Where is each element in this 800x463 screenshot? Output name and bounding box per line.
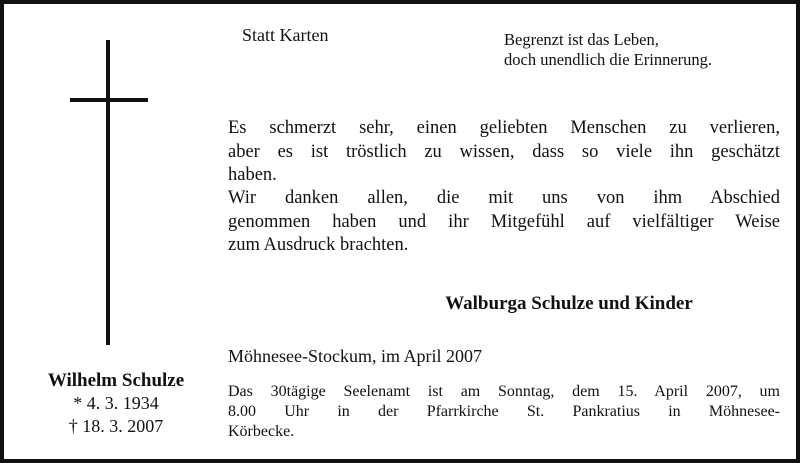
service-line: Körbecke. <box>228 423 295 440</box>
family-signature: Walburga Schulze und Kinder <box>445 293 693 314</box>
paragraph-line: zum Ausdruck brachten. <box>228 235 409 255</box>
gratitude-paragraph-1 <box>228 117 780 188</box>
paragraph-line: Wir danken allen, die mit uns von ihm Abschied <box>228 188 780 208</box>
paragraph-line: genommen haben und ihr Mitgefühl auf vielfältiger Weise <box>228 211 780 232</box>
memorial-service-notice <box>228 382 780 442</box>
birth-date: 4. 3. 1934 <box>86 393 159 413</box>
paragraph-line: Es schmerzt sehr, einen geliebten Menschen zu verlieren, <box>228 118 780 138</box>
motto <box>504 30 794 70</box>
death-dagger-icon: † <box>68 416 78 436</box>
motto-line: Begrenzt ist das Leben, <box>504 30 659 49</box>
paragraph-line: aber es ist tröstlich zu wissen, dass so viele ihn geschätzt <box>228 141 780 162</box>
service-line: Das 30tägige Seelenamt ist am Sonntag, dem 15. April 2007, um <box>228 383 780 400</box>
deceased-name: Wilhelm Schulze <box>47 370 185 391</box>
place-date: Möhnesee-Stockum, im April 2007 <box>228 346 482 366</box>
death-date: 18. 3. 2007 <box>82 416 164 436</box>
gratitude-paragraph-2 <box>228 187 780 258</box>
deceased-info <box>18 370 214 438</box>
header-statt-karten: Statt Karten <box>242 25 329 45</box>
paragraph-line: haben. <box>228 165 277 185</box>
cross-vertical-bar <box>106 40 110 345</box>
motto-line: doch unendlich die Erinnerung. <box>504 50 713 69</box>
cross-horizontal-bar <box>70 98 148 102</box>
service-line: 8.00 Uhr in der Pfarrkirche St. Pankratius in Möhnesee- <box>228 403 780 420</box>
birth-star-icon: * <box>73 393 83 413</box>
birth-line <box>18 392 214 415</box>
death-line <box>18 415 214 438</box>
